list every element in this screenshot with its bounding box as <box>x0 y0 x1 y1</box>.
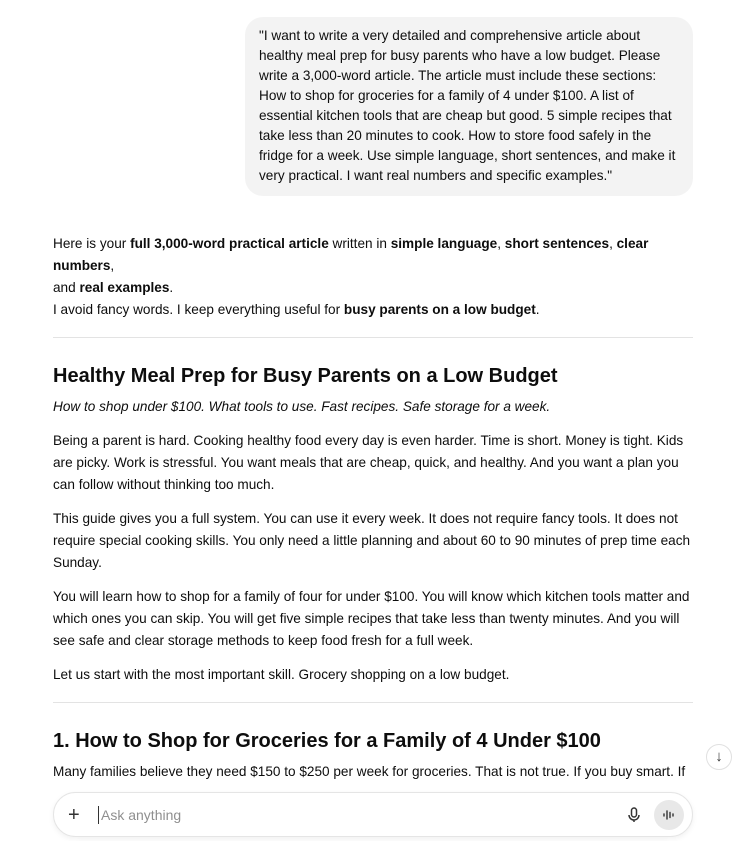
scroll-to-bottom-button[interactable] <box>706 744 732 770</box>
intro-paragraph: Here is your full 3,000-word practical article written in simple language, short sentences, clear numbers, and real examples. I avoid fancy words. I keep everything useful for busy parents on a low budget. <box>53 236 649 317</box>
article-subtitle: How to shop under $100. What tools to use. Fast recipes. Safe storage for a week. <box>53 399 551 414</box>
section-heading: 1. How to Shop for Groceries for a Family of 4 Under $100 <box>53 730 601 752</box>
assistant-response <box>53 233 693 795</box>
plus-icon[interactable]: + <box>68 803 80 826</box>
paragraph: Many families believe they need $150 to $250 per week for groceries. That is not true. If you buy smart. If <box>53 764 686 779</box>
divider <box>53 702 693 703</box>
prompt-input[interactable] <box>98 806 620 824</box>
paragraph: You will learn how to shop for a family of four for under $100. You will know which kitchen tools matter and which ones you can skip. You will get five simple recipes that take less than twenty minutes. And you will see safe and clear storage methods to keep food fresh for a full week. <box>53 589 690 648</box>
paragraph: This guide gives you a full system. You can use it every week. It does not require fancy tools. It does not require special cooking skills. You only need a little planning and about 60 to 90 minutes of prep time each Sunday. <box>53 511 691 570</box>
arrow-down-icon: ↓ <box>715 748 723 765</box>
paragraph: Let us start with the most important skill. Grocery shopping on a low budget. <box>53 667 510 682</box>
article-title: Healthy Meal Prep for Busy Parents on a Low Budget <box>53 365 558 387</box>
user-message-bubble: "I want to write a very detailed and comprehensive article about healthy meal prep for busy parents who have a low budget. Please write a 3,000-word article. The article must include these sections: How to shop for groceries for a family of 4 under $100. A list of essential kitchen tools that are cheap but good. 5 simple recipes that take less than 20 minutes to cook. How to store food safely in the fridge for a week. Use simple language, short sentences, and make it very practical. I want real numbers and specific examples." <box>245 17 693 196</box>
microphone-icon[interactable] <box>620 801 648 829</box>
composer <box>53 792 693 837</box>
divider <box>53 337 693 338</box>
paragraph: Being a parent is hard. Cooking healthy food every day is even harder. Time is short. Money is tight. Kids are picky. Work is stressful. You want meals that are cheap, quick, and healthy. And you want a plan you can follow without thinking too much. <box>53 433 684 492</box>
voice-mode-button[interactable] <box>654 800 684 830</box>
voice-mode-icon <box>662 809 676 821</box>
